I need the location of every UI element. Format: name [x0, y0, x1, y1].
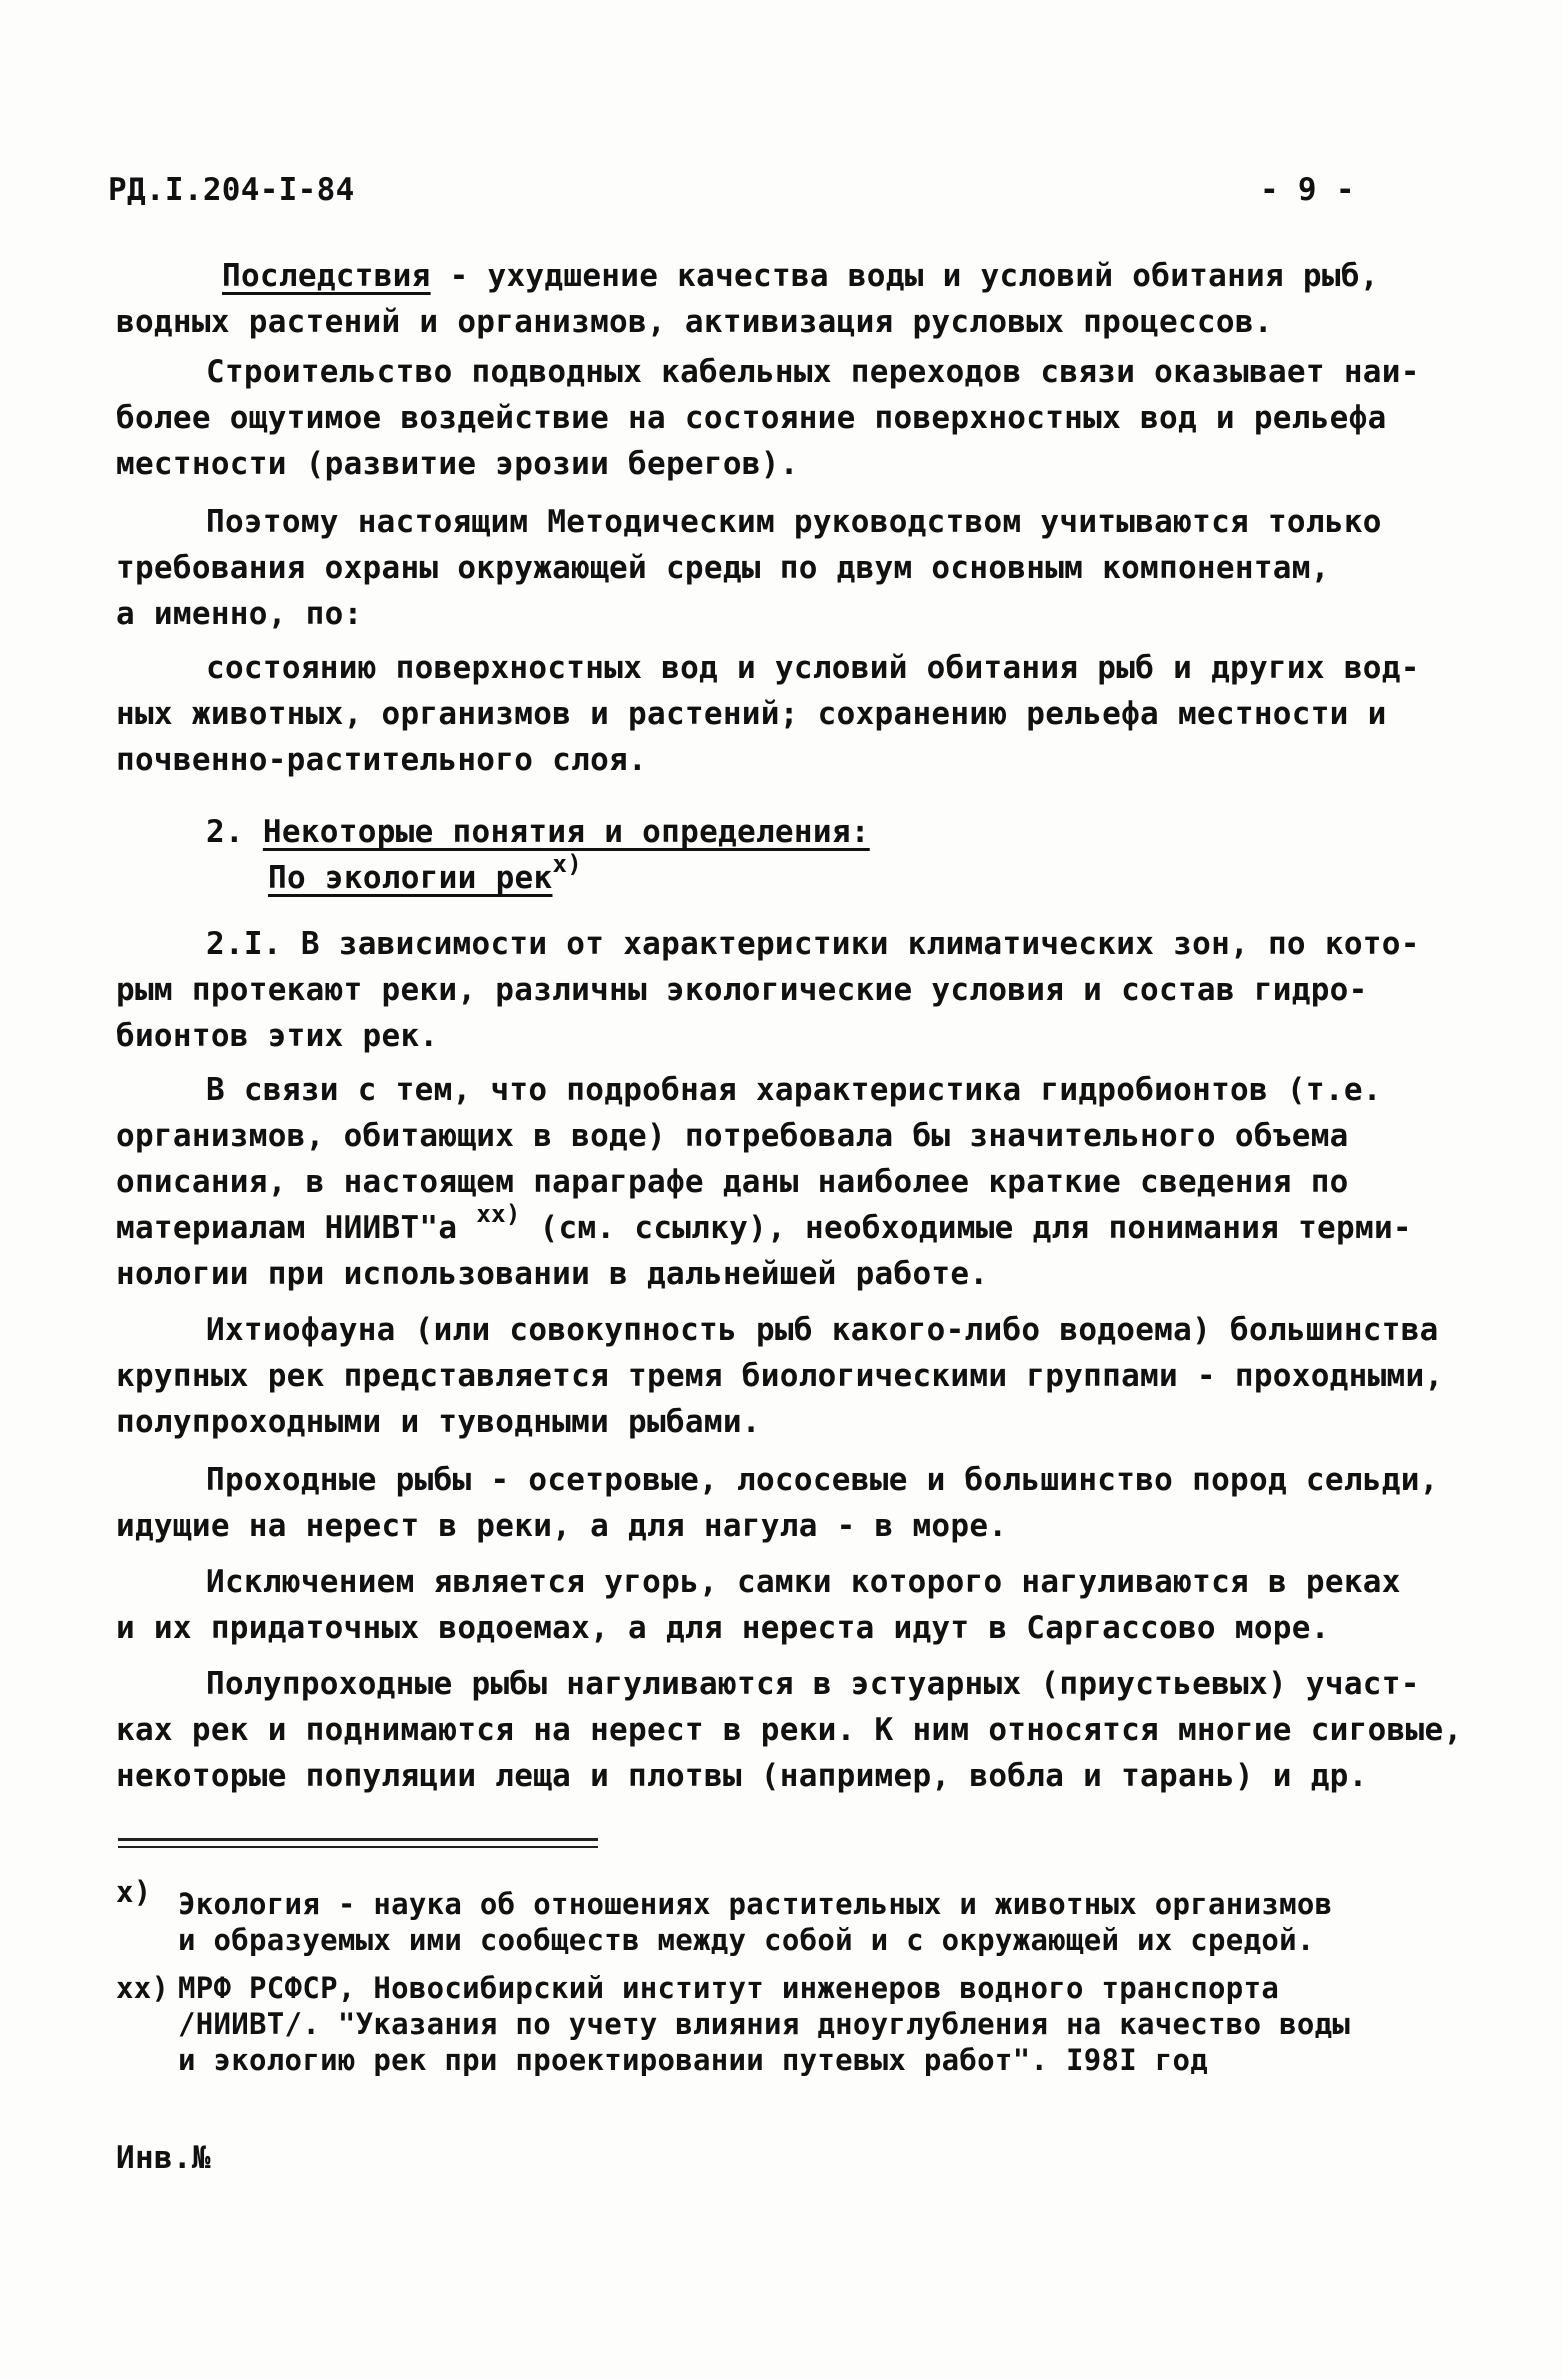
- paragraph-line: требования охраны окружающей среды по двум основным компонентам,: [116, 550, 1330, 586]
- paragraph-line: ках рек и поднимаются на нерест в реки. К ним относятся многие сиговые,: [116, 1712, 1463, 1748]
- paragraph-line: некоторые популяции леща и плотвы (например, вобла и тарань) и др.: [116, 1758, 1368, 1794]
- paragraph-line: состоянию поверхностных вод и условий обитания рыб и других вод-: [206, 650, 1420, 686]
- footnote-line: Экология - наука об отношениях растительных и животных организмов: [178, 1887, 1333, 1921]
- paragraph-line: рым протекают реки, различны экологические условия и состав гидро-: [116, 972, 1368, 1008]
- paragraph-line: Полупроходные рыбы нагуливаются в эстуарных (приустьевых) участ-: [206, 1666, 1420, 1702]
- inventory-number-label: Инв.№: [116, 2140, 211, 2176]
- paragraph-line: ных животных, организмов и растений; сохранению рельефа местности и: [116, 696, 1387, 732]
- footnote-line: и образуемых ими сообществ между собой и с окружающей их средой.: [178, 1923, 1315, 1957]
- section-heading: [206, 812, 870, 852]
- section-number: 2.: [206, 814, 244, 850]
- footnote-line: МРФ РСФСР, Новосибирский институт инженеров водного транспорта: [178, 1971, 1280, 2005]
- section-subtitle: [268, 850, 582, 900]
- paragraph-line: почвенно-растительного слоя.: [116, 742, 647, 778]
- consequences-heading: Последствия: [222, 258, 431, 294]
- paragraph-line: В связи с тем, что подробная характеристика гидробионтов (т.е.: [206, 1072, 1382, 1108]
- section-subtitle-text: По экологии рек: [268, 860, 553, 896]
- paragraph-line: местности (развитие эрозии берегов).: [116, 446, 799, 482]
- document-code: РД.I.204-I-84: [108, 172, 355, 208]
- paragraph-line: Ихтиофауна (или совокупность рыб какого-либо водоема) большинства: [206, 1312, 1439, 1348]
- paragraph-line: Строительство подводных кабельных переходов связи оказывает наи-: [206, 354, 1420, 390]
- niivt-materials-text: материалам НИИВТ"а: [116, 1210, 458, 1246]
- paragraph-line: Поэтому настоящим Методическим руководством учитываются только: [206, 504, 1382, 540]
- footnote-ref-xx: xx): [476, 1200, 521, 1228]
- footnote-marker: x): [116, 1875, 152, 1909]
- footnote-separator: [118, 1846, 598, 1848]
- paragraph-consequences-line: [222, 256, 1379, 296]
- paragraph-line: описания, в настоящем параграфе даны наиболее краткие сведения по: [116, 1164, 1349, 1200]
- paragraph-line: водных растений и организмов, активизация русловых процессов.: [116, 304, 1273, 340]
- paragraph-line: Исключением является угорь, самки которого нагуливаются в реках: [206, 1564, 1401, 1600]
- paragraph-line: и их придаточных водоемах, а для нереста идут в Саргассово море.: [116, 1610, 1330, 1646]
- section-title: Некоторые понятия и определения:: [262, 814, 870, 850]
- paragraph-text: (см. ссылку), необходимые для понимания терми-: [520, 1210, 1412, 1246]
- footnote-separator: [118, 1838, 598, 1841]
- page-number: - 9 -: [1260, 172, 1355, 208]
- paragraph-line: [116, 1200, 1412, 1250]
- footnote-line: и экологию рек при проектировании путевых работ". I98I год: [178, 2043, 1209, 2077]
- paragraph-line: более ощутимое воздействие на состояние поверхностных вод и рельефа: [116, 400, 1387, 436]
- paragraph-line: Проходные рыбы - осетровые, лососевые и большинство пород сельди,: [206, 1462, 1439, 1498]
- footnote-ref-x: x): [552, 850, 582, 878]
- paragraph-line: 2.I. В зависимости от характеристики климатических зон, по кото-: [206, 926, 1420, 962]
- footnote-marker: xx): [116, 1971, 170, 2005]
- paragraph-line: полупроходными и туводными рыбами.: [116, 1404, 761, 1440]
- paragraph-line: бионтов этих рек.: [116, 1018, 439, 1054]
- footnote-line: /НИИВТ/. "Указания по учету влияния дноуглубления на качество воды: [178, 2007, 1351, 2041]
- paragraph-line: идущие на нерест в реки, а для нагула - в море.: [116, 1508, 1008, 1544]
- paragraph-line: организмов, обитающих в воде) потребовала бы значительного объема: [116, 1118, 1349, 1154]
- consequences-text: - ухудшение качества воды и условий обитания рыб,: [430, 258, 1379, 294]
- paragraph-line: нологии при использовании в дальнейшей работе.: [116, 1256, 989, 1292]
- paragraph-line: крупных рек представляется тремя биологическими группами - проходными,: [116, 1358, 1444, 1394]
- paragraph-line: а именно, по:: [116, 596, 363, 632]
